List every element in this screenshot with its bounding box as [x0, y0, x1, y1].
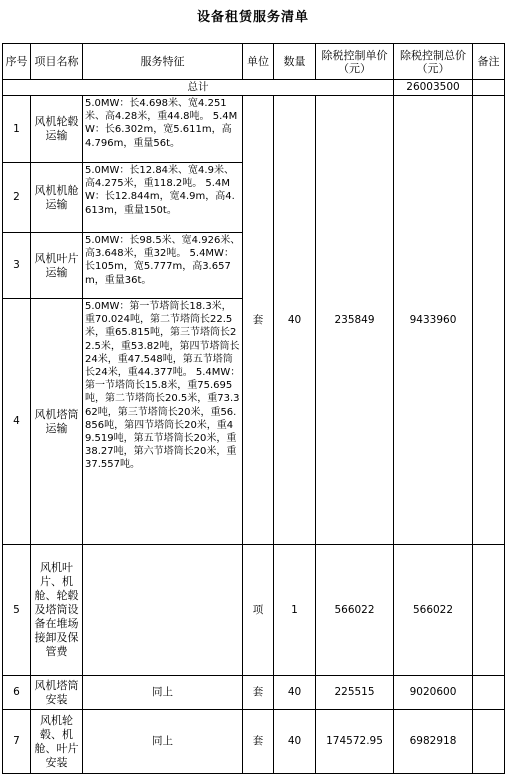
- row-unit: 项: [243, 545, 274, 676]
- header-remark: 备注: [473, 44, 505, 80]
- table-row: [3, 545, 505, 676]
- rental-service-table: [2, 43, 505, 774]
- row-feature: 5.0MW：长4.698米、宽4.251米、高4.28米，重44.8吨。 5.4MW：长6.302m，宽5.611m，高4.796m，重量56t。: [83, 96, 243, 163]
- row-name: 风机轮毂运输: [31, 96, 83, 163]
- row-feature: 5.0MW：长98.5米、宽4.926米、高3.648米，重32吨。 5.4MW：长105m，宽5.777m，高3.657m，重量36t。: [83, 233, 243, 299]
- row-unit-price: 174572.95: [316, 710, 394, 774]
- row-name: 风机轮毂、机舱、叶片安装: [31, 710, 83, 774]
- row-total-price: 566022: [394, 545, 473, 676]
- total-row: [3, 80, 505, 96]
- row-unit: 套: [243, 710, 274, 774]
- row-remark: [473, 710, 505, 774]
- merged-total-price: 9433960: [394, 96, 473, 545]
- row-name: 风机塔筒安装: [31, 676, 83, 710]
- row-feature: 同上: [83, 676, 243, 710]
- merged-qty: 40: [274, 96, 316, 545]
- row-feature: 5.0MW：第一节塔筒长18.3米，重70.024吨，第二节塔筒长22.5米，重65.815吨，第三节塔筒长22.5米，重53.82吨，第四节塔筒长24米，重47.548吨，第五节塔筒长24米，重44.377吨。 5.4MW：第一节塔筒长15.8米，重75.695吨，第二节塔筒长20.5米，重73.362吨，第三节塔筒长20米，重56.856吨，第四节塔筒长20米，重49.519吨，第五节塔筒长20米，重38.27吨，第六节塔筒长20米，重37.557吨。: [83, 299, 243, 545]
- row-feature: 5.0MW：长12.84米、宽4.9米、高4.275米，重118.2吨。 5.4MW：长12.844m，宽4.9m，高4.613m，重量150t。: [83, 163, 243, 233]
- table-row: [3, 710, 505, 774]
- row-seq: 5: [3, 545, 31, 676]
- header-unit: 单位: [243, 44, 274, 80]
- row-unit-price: 225515: [316, 676, 394, 710]
- row-name: 风机塔筒运输: [31, 299, 83, 545]
- row-total-price: 6982918: [394, 710, 473, 774]
- header-feature: 服务特征: [83, 44, 243, 80]
- total-label: 总计: [3, 80, 394, 96]
- row-feature: 同上: [83, 710, 243, 774]
- page-title: 设备租赁服务清单: [196, 10, 309, 25]
- header-unit-price: 除税控制单价（元）: [316, 44, 394, 80]
- row-unit: 套: [243, 676, 274, 710]
- row-remark: [473, 545, 505, 676]
- total-value: 26003500: [394, 80, 473, 96]
- row-qty: 1: [274, 545, 316, 676]
- row-seq: 2: [3, 163, 31, 233]
- header-row: [3, 44, 505, 80]
- merged-remark: [473, 96, 505, 545]
- header-name: 项目名称: [31, 44, 83, 80]
- row-seq: 6: [3, 676, 31, 710]
- row-name: 风机机舱运输: [31, 163, 83, 233]
- row-unit-price: 566022: [316, 545, 394, 676]
- total-remark: [473, 80, 505, 96]
- row-seq: 7: [3, 710, 31, 774]
- merged-unit: 套: [243, 96, 274, 545]
- table-row: [3, 676, 505, 710]
- row-qty: 40: [274, 710, 316, 774]
- row-name: 风机叶片运输: [31, 233, 83, 299]
- row-seq: 1: [3, 96, 31, 163]
- row-feature: [83, 545, 243, 676]
- header-qty: 数量: [274, 44, 316, 80]
- header-total-price: 除税控制总价（元）: [394, 44, 473, 80]
- table-row: [3, 96, 505, 163]
- row-seq: 3: [3, 233, 31, 299]
- row-remark: [473, 676, 505, 710]
- row-qty: 40: [274, 676, 316, 710]
- row-seq: 4: [3, 299, 31, 545]
- merged-unit-price: 235849: [316, 96, 394, 545]
- row-total-price: 9020600: [394, 676, 473, 710]
- header-seq: 序号: [3, 44, 31, 80]
- row-name: 风机叶片、机舱、轮毂及塔筒设备在堆场接卸及保管费: [31, 545, 83, 676]
